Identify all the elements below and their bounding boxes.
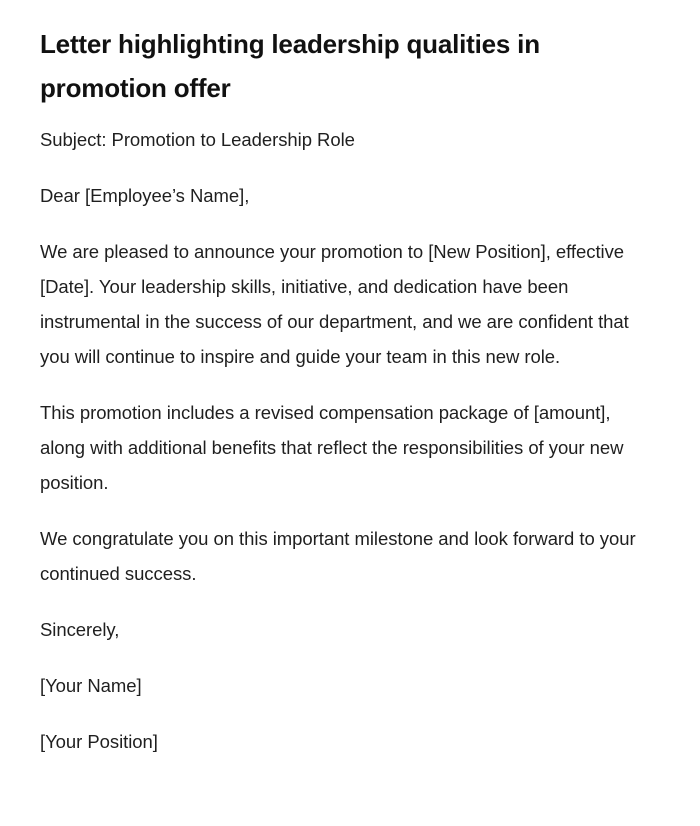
compensation-paragraph: This promotion includes a revised compensation package of [amount], along with additional benefits that reflect the responsibilities of your new position. (40, 402, 624, 493)
subject-line: Subject: Promotion to Leadership Role (40, 129, 355, 150)
announcement-paragraph: We are pleased to announce your promotion to [New Position], effective [Date]. Your leadership skills, initiative, and dedication have been instrumental in the success of our department, and we are confident that you will continue to inspire and guide your team in this new role. (40, 241, 629, 367)
salutation: Dear [Employee’s Name], (40, 185, 250, 206)
page-title: Letter highlighting leadership qualities in promotion offer (40, 29, 540, 103)
sender-position: [Your Position] (40, 731, 158, 752)
congratulations-paragraph: We congratulate you on this important milestone and look forward to your continued success. (40, 528, 636, 584)
sender-name: [Your Name] (40, 675, 142, 696)
closing: Sincerely, (40, 619, 120, 640)
